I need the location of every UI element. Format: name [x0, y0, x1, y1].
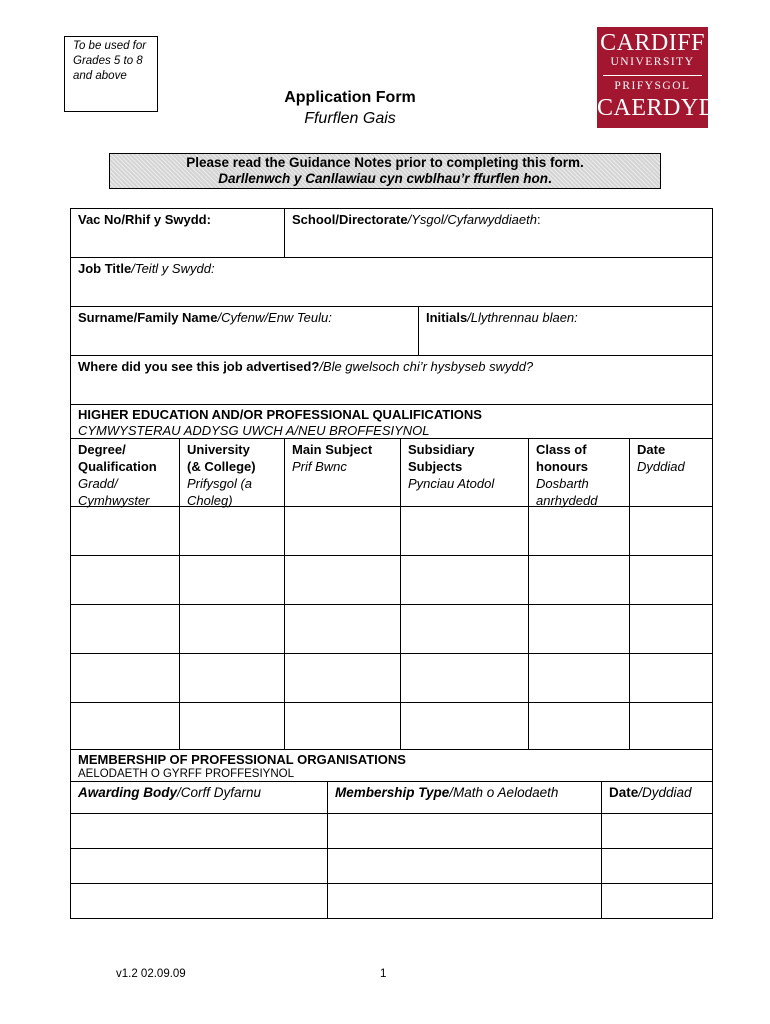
membership-heading-cy: AELODAETH O GYRFF PROFFESIYNOL: [78, 768, 294, 780]
qualification-cell[interactable]: [179, 702, 285, 750]
job-advertised-field[interactable]: [70, 355, 713, 405]
membership-heading-en: MEMBERSHIP OF PROFESSIONAL ORGANISATIONS: [78, 752, 406, 767]
logo-line-cardiff: CARDIFF: [600, 30, 705, 56]
school-directorate-field[interactable]: [284, 208, 713, 258]
qualification-cell[interactable]: [179, 653, 285, 703]
qualification-cell[interactable]: [70, 653, 180, 703]
column-header-en: Class of: [536, 442, 587, 457]
qualification-cell[interactable]: [70, 555, 180, 605]
membership-heading: [70, 749, 713, 782]
column-header-cy: Gradd/: [78, 476, 118, 491]
guidance-welsh: Darllenwch y Canllawiau cyn cwblhau’r ffurflen hon: [218, 171, 549, 186]
qualification-cell[interactable]: [179, 555, 285, 605]
qualification-cell[interactable]: [400, 604, 529, 654]
column-header-en: Degree/: [78, 442, 126, 457]
page-subtitle: Ffurflen Gais: [304, 110, 396, 127]
membership-cell[interactable]: [327, 883, 602, 919]
qualification-cell[interactable]: [400, 653, 529, 703]
initials-field[interactable]: [418, 306, 713, 356]
qualification-cell[interactable]: [70, 604, 180, 654]
surname-field[interactable]: [70, 306, 419, 356]
column-header-en: Qualification: [78, 459, 157, 474]
job-title-field[interactable]: [70, 257, 713, 307]
column-header-cy: Pynciau Atodol: [408, 476, 495, 491]
column-header-awarding-body: [70, 781, 328, 814]
column-header-en: University: [187, 442, 250, 457]
job-title-label-en: Job Title: [78, 261, 132, 276]
column-header-university: [179, 438, 285, 507]
initials-label-cy: /Llythrennau blaen:: [467, 310, 578, 325]
column-header-en: Date: [637, 442, 666, 457]
column-header-membership-type: [327, 781, 602, 814]
column-header-membership-date: [601, 781, 713, 814]
qualification-cell[interactable]: [400, 702, 529, 750]
guidance-welsh-line: [218, 171, 552, 186]
column-header-cy: Dosbarth: [536, 476, 589, 491]
column-header-degree: [70, 438, 180, 507]
column-header-cy: Choleg): [187, 493, 233, 508]
page-title: Application Form: [284, 89, 416, 106]
footer-version: v1.2 02.09.09: [116, 968, 186, 980]
column-header-cy: Prifysgol (a: [187, 476, 253, 491]
logo-line-caerdydd: CAERDYDD: [597, 95, 735, 121]
column-header-en: honours: [536, 459, 588, 474]
qualification-cell[interactable]: [528, 702, 630, 750]
column-header-main-subject: [284, 438, 401, 507]
guidance-welsh-end: .: [548, 171, 552, 186]
qualification-cell[interactable]: [528, 604, 630, 654]
qualification-cell[interactable]: [528, 653, 630, 703]
column-header-en: Subsidiary: [408, 442, 475, 457]
qualifications-heading-en: HIGHER EDUCATION AND/OR PROFESSIONAL QUALIFICATIONS: [78, 407, 482, 422]
grades-note-line: Grades 5 to 8: [73, 55, 143, 67]
job-title-label-cy: /Teitl y Swydd:: [131, 261, 215, 276]
membership-cell[interactable]: [70, 813, 328, 849]
cardiff-university-logo: [597, 27, 735, 128]
membership-cell[interactable]: [70, 848, 328, 884]
awarding-body-label-en: Awarding Body: [78, 785, 178, 800]
membership-type-label-en: Membership Type: [335, 785, 450, 800]
qualification-cell[interactable]: [284, 555, 401, 605]
surname-label-en: Surname/Family Name: [78, 310, 218, 325]
grades-note-line: and above: [73, 70, 127, 82]
footer-page-number: 1: [380, 968, 387, 980]
column-header-cy: Prif Bwnc: [292, 459, 347, 474]
membership-cell[interactable]: [601, 848, 713, 884]
column-header-cy: Cymhwyster: [78, 493, 150, 508]
column-header-cy: Dyddiad: [637, 459, 685, 474]
membership-date-label-en: Date: [609, 785, 639, 800]
qualification-cell[interactable]: [629, 604, 713, 654]
membership-cell[interactable]: [601, 813, 713, 849]
qualifications-heading-cy: CYMWYSTERAU ADDYSG UWCH A/NEU BROFFESIYNOL: [78, 423, 430, 438]
initials-label-en: Initials: [426, 310, 468, 325]
column-header-cy: anrhydedd: [536, 493, 598, 508]
qualification-cell[interactable]: [629, 555, 713, 605]
qualification-cell[interactable]: [70, 702, 180, 750]
qualification-cell[interactable]: [284, 604, 401, 654]
qualification-cell[interactable]: [284, 506, 401, 556]
qualification-cell[interactable]: [400, 555, 529, 605]
qualification-cell[interactable]: [179, 604, 285, 654]
logo-line-university: UNIVERSITY: [610, 56, 695, 68]
column-header-en: Subjects: [408, 459, 463, 474]
vac-no-label: Vac No/Rhif y Swydd:: [78, 212, 211, 227]
logo-line-prifysgol: PRIFYSGOL: [614, 80, 691, 92]
grades-note-line: To be used for: [73, 40, 147, 52]
qualifications-heading: [70, 404, 713, 439]
qualification-cell[interactable]: [629, 506, 713, 556]
membership-cell[interactable]: [327, 848, 602, 884]
membership-cell[interactable]: [70, 883, 328, 919]
school-label-colon: :: [536, 212, 541, 227]
guidance-notice: [109, 153, 661, 189]
qualification-cell[interactable]: [528, 506, 630, 556]
qualification-cell[interactable]: [179, 506, 285, 556]
column-header-date: [629, 438, 713, 507]
column-header-class-of-honours: [528, 438, 630, 507]
qualification-cell[interactable]: [70, 506, 180, 556]
surname-label-cy: /Cyfenw/Enw Teulu:: [217, 310, 332, 325]
grades-note: [64, 36, 158, 112]
logo-divider: [603, 75, 702, 76]
qualification-cell[interactable]: [528, 555, 630, 605]
advert-label-cy: /Ble gwelsoch chi’r hysbyseb swydd?: [319, 359, 534, 374]
awarding-body-label-cy: /Corff Dyfarnu: [177, 785, 262, 800]
qualification-cell[interactable]: [284, 702, 401, 750]
school-label-en: School/Directorate: [292, 212, 408, 227]
column-header-subsidiary-subjects: [400, 438, 529, 507]
vac-no-field[interactable]: [70, 208, 285, 258]
membership-cell[interactable]: [601, 883, 713, 919]
guidance-english: Please read the Guidance Notes prior to completing this form.: [186, 155, 584, 170]
qualification-cell[interactable]: [400, 506, 529, 556]
qualification-cell[interactable]: [629, 702, 713, 750]
column-header-en: Main Subject: [292, 442, 373, 457]
school-label-cy: /Ysgol/Cyfarwyddiaeth: [407, 212, 537, 227]
advert-label-en: Where did you see this job advertised?: [78, 359, 320, 374]
membership-type-label-cy: /Math o Aelodaeth: [449, 785, 559, 800]
qualification-cell[interactable]: [629, 653, 713, 703]
membership-cell[interactable]: [327, 813, 602, 849]
membership-date-label-cy: /Dyddiad: [638, 785, 692, 800]
qualification-cell[interactable]: [284, 653, 401, 703]
column-header-en: (& College): [187, 459, 256, 474]
